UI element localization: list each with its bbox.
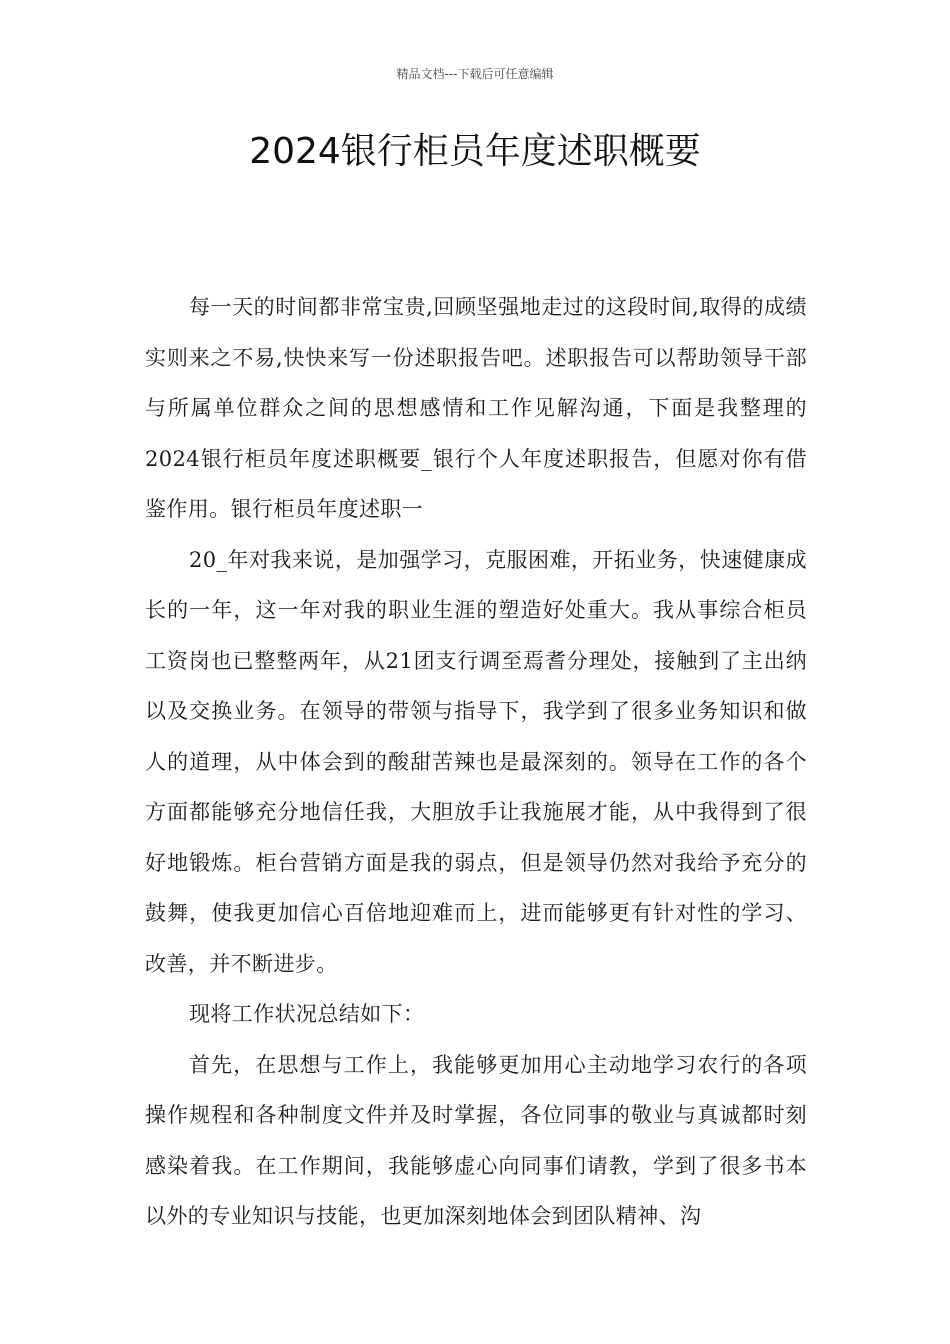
- paragraph-year-review: 20_年对我来说，是加强学习，克服困难，开拓业务，快速健康成长的一年，这一年对我的职业生涯的塑造好处重大。我从事综合柜员工资岗也已整整两年，从21团支行调至焉耆分理处，接触到了主出纳以及交换业务。在领导的带领与指导下，我学到了很多业务知识和做人的道理，从中体会到的酸甜苦辣也是最深刻的。领导在工作的各个方面都能够充分地信任我，大胆放手让我施展才能，从中我得到了很好地锻炼。柜台营销方面是我的弱点，但是领导仍然对我给予充分的鼓舞，使我更加信心百倍地迎难而上，进而能够更有针对性的学习、改善，并不断进步。: [145, 547, 807, 976]
- paragraph-intro: 每一天的时间都非常宝贵,回顾坚强地走过的这段时间,取得的成绩实则来之不易,快快来写一份述职报告吧。述职报告可以帮助领导干部与所属单位群众之间的思想感情和工作见解沟通，下面是我整理的2024银行柜员年度述职概要_银行个人年度述职报告，但愿对你有借鉴作用。银行柜员年度述职一: [145, 295, 807, 521]
- document-body: [145, 282, 807, 1242]
- paragraph-summary-lead: 现将工作状况总结如下：: [189, 1002, 425, 1026]
- paragraph-first-point: 首先，在思想与工作上，我能够更加用心主动地学习农行的各项操作规程和各种制度文件并及时掌握，各位同事的敬业与真诚都时刻感染着我。在工作期间，我能够虚心向同事们请教，学到了很多书本以外的专业知识与技能，也更加深刻地体会到团队精神、沟: [145, 1052, 807, 1228]
- document-title: 2024银行柜员年度述职概要: [249, 131, 701, 172]
- header-note: 精品文档---下载后可任意编辑: [396, 67, 554, 81]
